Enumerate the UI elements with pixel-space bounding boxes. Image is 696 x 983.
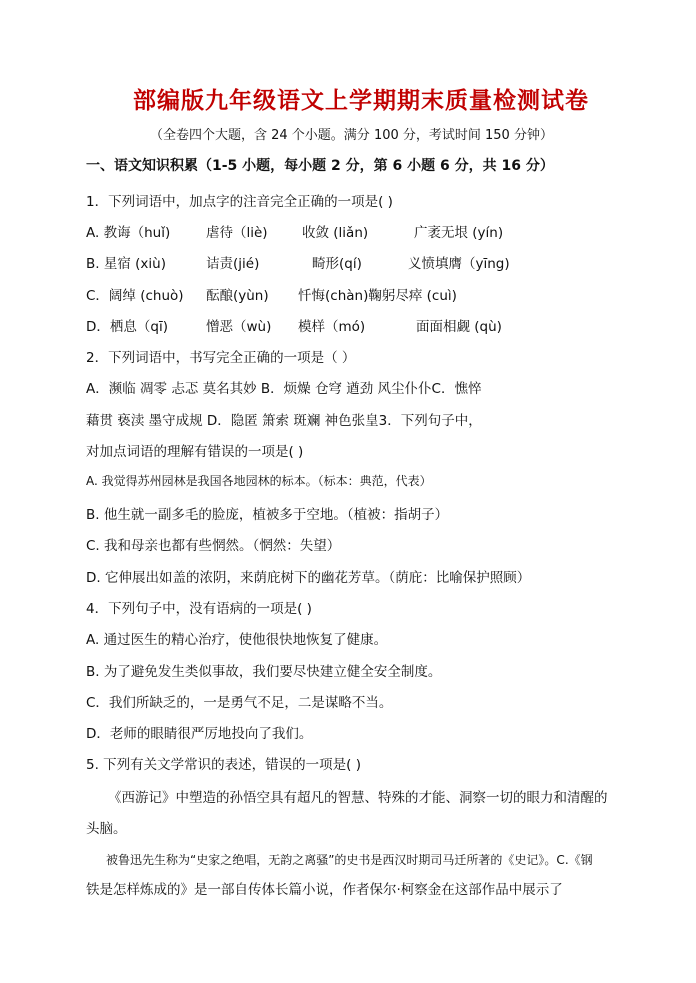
question-5-stem: 5. 下列有关文学常识的表述，错误的一项是( ): [86, 757, 361, 773]
option-a-word-1: A. 教诲（huǐ): [86, 225, 171, 241]
question-2-line-1: A．濒临 凋零 忐忑 莫名其妙 B．烦燥 仓穹 遒劲 风尘仆仆C．憔悴: [86, 381, 482, 397]
question-4-option-a: A. 通过医生的精心治疗，使他很快地恢复了健康。: [86, 632, 388, 648]
option-d-word-1: D．栖息（qī): [86, 319, 168, 335]
section-heading: 一、语文知识积累（1-5 小题，每小题 2 分，第 6 小题 6 分，共 16 分）: [86, 158, 554, 174]
option-a-word-2: 虐待（liè): [206, 225, 268, 241]
exam-info: （全卷四个大题，含 24 个小题。满分 100 分，考试时间 150 分钟）: [150, 128, 553, 143]
option-c-word-2: 酝酿(yùn): [206, 288, 269, 304]
question-2-stem: 2．下列词语中，书写完全正确的一项是（ ）: [86, 350, 356, 366]
page-title: 部编版九年级语文上学期期末质量检测试卷: [133, 87, 589, 114]
question-3-option-b: B. 他生就一副多毛的脸庞，植被多于空地。（植被：指胡子）: [86, 507, 449, 523]
question-4-option-b: B. 为了避免发生类似事故，我们要尽快建立健全安全制度。: [86, 664, 442, 680]
question-5-paragraph-1-cont: 头脑。: [86, 821, 127, 837]
question-4-option-c: C．我们所缺乏的，一是勇气不足，二是谋略不当。: [86, 695, 393, 711]
option-a-word-4: 广袤无垠 (yín): [414, 225, 504, 241]
question-4-stem: 4．下列句子中，没有语病的一项是( ): [86, 601, 312, 617]
question-5-paragraph-2: 被鲁迅先生称为“史家之绝唱，无韵之离骚”的史书是西汉时期司马迁所著的《史记》。C.《钢: [106, 853, 593, 867]
option-c-word-1: C．阔绰 (chuò): [86, 288, 184, 304]
question-1-stem: 1．下列词语中，加点字的注音完全正确的一项是( ): [86, 194, 393, 210]
question-5-paragraph-2-cont: 铁是怎样炼成的》是一部自传体长篇小说，作者保尔·柯察金在这部作品中展示了: [86, 882, 563, 898]
option-b-word-3: 畸形(qí): [312, 256, 362, 272]
option-d-word-2: 憎恶（wù): [206, 319, 272, 335]
question-3-option-a: A. 我觉得苏州园林是我国各地园林的标本。（标本：典范，代表）: [86, 474, 432, 488]
option-d-word-3: 模样（mó): [298, 319, 366, 335]
option-b-word-2: 诘责(jié): [206, 256, 260, 272]
option-b-word-1: B. 星宿 (xiù): [86, 256, 166, 272]
option-a-word-3: 收敛 (liǎn): [302, 225, 369, 241]
option-c-word-3: 忏悔(chàn)鞠躬尽瘁 (cuì): [298, 288, 457, 304]
option-d-word-4: 面面相觑 (qù): [416, 319, 502, 335]
question-5-paragraph-1: 《西游记》中塑造的孙悟空具有超凡的智慧、特殊的才能、洞察一切的眼力和清醒的: [108, 790, 608, 806]
question-3-option-d: D. 它伸展出如盖的浓阴，来荫庇树下的幽花芳草。（荫庇：比喻保护照顾）: [86, 570, 531, 586]
question-4-option-d: D．老师的眼睛很严厉地投向了我们。: [86, 726, 313, 742]
option-b-word-4: 义愤填膺（yīng): [408, 256, 510, 272]
question-2-line-2: 藉贯 亵渎 墨守成规 D．隐匿 箫索 斑斓 神色张皇3．下列句子中，: [86, 413, 482, 429]
question-3-option-c: C. 我和母亲也都有些惘然。（惘然：失望）: [86, 538, 341, 554]
question-3-stem: 对加点词语的理解有错误的一项是( ): [86, 444, 304, 460]
